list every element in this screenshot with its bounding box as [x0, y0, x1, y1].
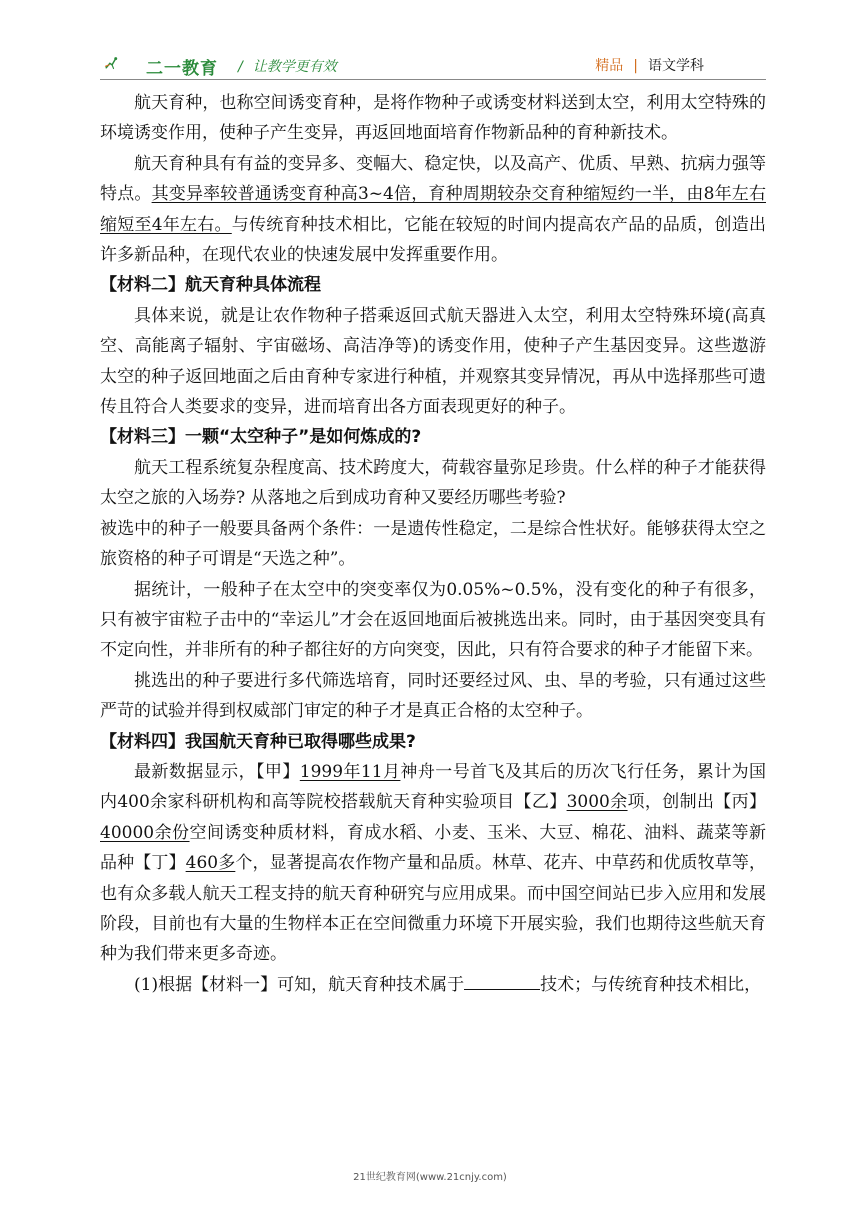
page-header — [0, 0, 860, 80]
underlined-text: 40000余份 — [100, 822, 190, 843]
paragraph: 航天育种具有有益的变异多、变幅大、稳定快，以及高产、优质、早熟、抗病力强等特点。其变异率较普通诱变育种高3~4倍，育种周期较杂交育种缩短约一半，由8年左右缩短至4年左右。与传统育种技术相比，它能在较短的时间内提高农产品的品质，创造出许多新品种，在现代农业的快速发展中发挥重要作用。 — [100, 153, 766, 266]
section-heading: 【材料二】航天育种具体流程 — [100, 275, 321, 296]
underlined-text: 1999年11月 — [299, 761, 401, 782]
answer-blank[interactable] — [464, 971, 540, 990]
underlined-text: 其变异率较普通诱变育种高3~4倍，育种周期较杂交育种缩短约一半，由8年左右缩短至4年左右。 — [100, 184, 766, 235]
slogan: / 让教学更有效 — [238, 59, 337, 75]
section-heading: 【材料三】一颗“太空种子”是如何炼成的? — [100, 427, 422, 448]
paragraph: 据统计，一般种子在太空中的突变率仅为0.05%~0.5%，没有变化的种子有很多，只有被宇宙粒子击中的“幸运儿”才会在返回地面后被挑选出来。同时，由于基因突变具有不定向性，并非所有的种子都往好的方向突变，因此，只有符合要求的种子才能留下来。 — [100, 579, 766, 661]
paragraph: 航天育种，也称空间诱变育种，是将作物种子或诱变材料送到太空，利用太空特殊的环境诱变作用，使种子产生变异，再返回地面培育作物新品种的育种新技术。 — [100, 93, 766, 144]
document-body — [100, 88, 766, 1000]
runner-logo-icon — [104, 46, 148, 80]
section-heading: 【材料四】我国航天育种已取得哪些成果? — [100, 731, 416, 752]
paragraph: 航天工程系统复杂程度高、技术跨度大，荷载容量弥足珍贵。什么样的种子才能获得太空之旅的入场券? 从落地之后到成功育种又要经历哪些考验? — [100, 457, 766, 509]
question: (1)根据【材料一】可知，航天育种技术属于 技术；与传统育种技术相比， — [100, 970, 766, 1000]
paragraph: 被选中的种子一般要具备两个条件：一是遗传性稳定，二是综合性状好。能够获得太空之旅资格的种子可谓是“天选之种”。 — [100, 518, 766, 570]
underlined-text: 460多 — [185, 853, 236, 874]
paragraph: 最新数据显示，【甲】1999年11月神舟一号首飞及其后的历次飞行任务，累计为国内400余家科研机构和高等院校搭载航天育种实验项目【乙】3000余项，创制出【丙】40000余份空间诱变种质材料，育成水稻、小麦、玉米、大豆、棉花、油料、蔬菜等新品种【丁】460多个，显著提高农作物产量和品质。林草、花卉、中草药和优质牧草等，也有众多载人航天工程支持的航天育种研究与应用成果。而中国空间站已步入应用和发展阶段，目前也有大量的生物样本正在空间微重力环境下开展实验，我们也期待这些航天育种为我们带来更多奇迹。 — [100, 761, 767, 965]
page-footer: 21世纪教育网(www.21cnjy.com) — [353, 1172, 507, 1183]
subject-tag: 精品 | 语文学科 — [595, 58, 704, 74]
paragraph: 具体来说，就是让农作物种子搭乘返回式航天器进入太空，利用太空特殊环境(高真空、高能离子辐射、宇宙磁场、高洁净等)的诱变作用，使种子产生基因变异。这些遨游太空的种子返回地面之后由育种专家进行种植，并观察其变异情况，再从中选择那些可遗传且符合人类要求的变异，进而培育出各方面表现更好的种子。 — [100, 305, 766, 418]
header-divider — [100, 79, 766, 80]
paragraph: 挑选出的种子要进行多代筛选培育，同时还要经过风、虫、旱的考验，只有通过这些严苛的试验并得到权威部门审定的种子才是真正合格的太空种子。 — [100, 670, 766, 722]
brand-logo-text: 二一教育 — [146, 59, 218, 79]
underlined-text: 3000余 — [566, 792, 628, 813]
